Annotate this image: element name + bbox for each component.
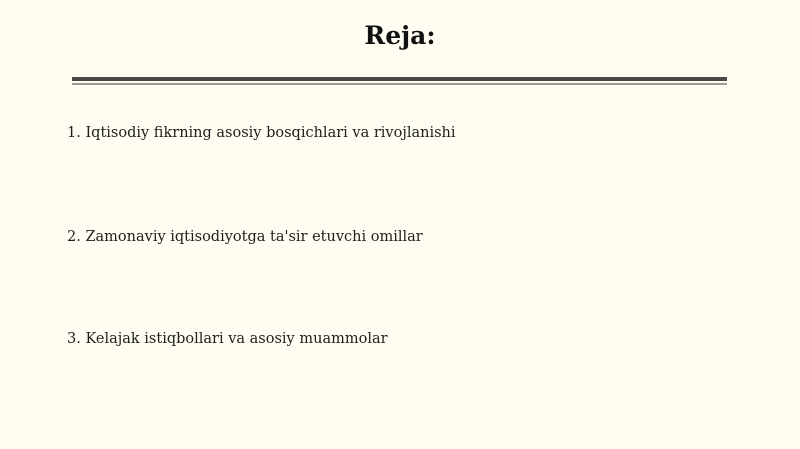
plan-item-2: 2. Zamonaviy iqtisodiyotga ta'sir etuvchi omillar [67,229,423,245]
plan-item-3: 3. Kelajak istiqbollari va asosiy muammolar [67,331,388,347]
title-divider-thin [72,83,727,85]
title-divider-thick [72,77,727,81]
plan-item-1: 1. Iqtisodiy fikrning asosiy bosqichlari va rivojlanishi [67,125,456,141]
slide-title: Reja: [364,21,436,50]
